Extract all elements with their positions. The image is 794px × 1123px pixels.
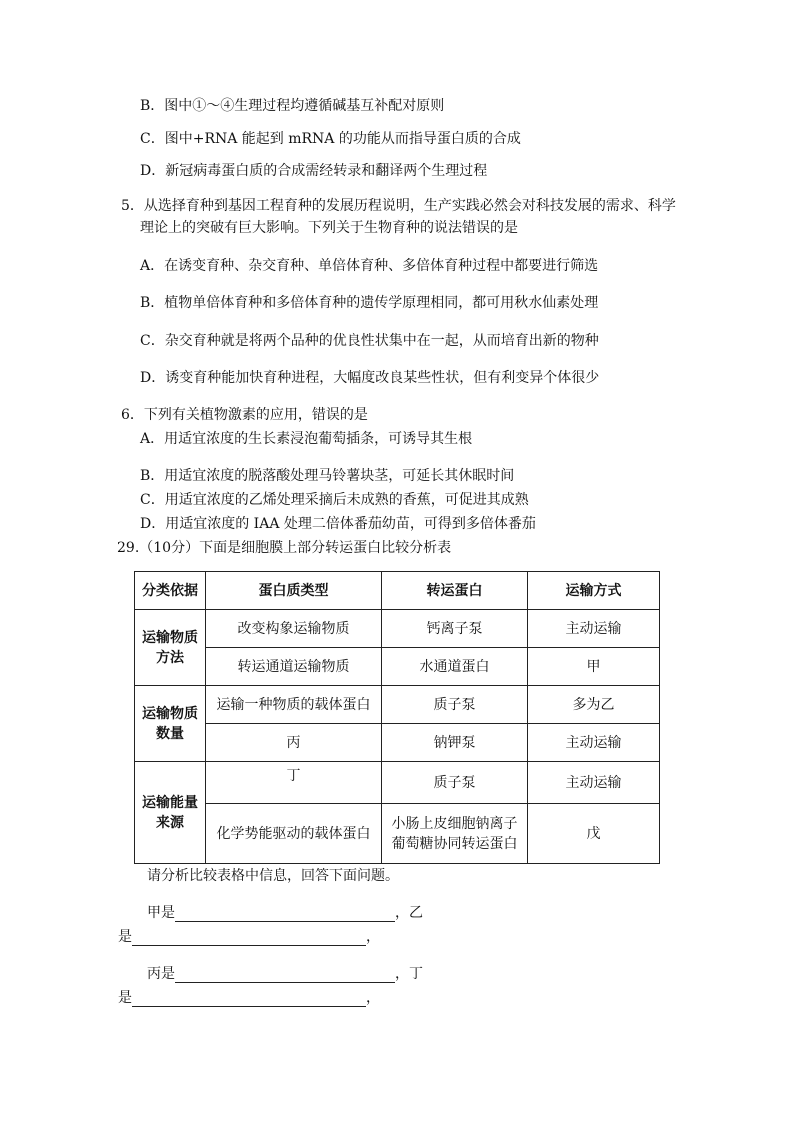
table-row (135, 648, 660, 686)
cell-transport-mode: 主动运输 (528, 610, 660, 648)
cell-transporter: 小肠上皮细胞钠离子葡萄糖协同转运蛋白 (382, 804, 528, 864)
header-category: 分类依据 (135, 572, 206, 610)
comma: ， (366, 990, 380, 1006)
q5-option-b: B．植物单倍体育种和多倍体育种的遗传学原理相同，都可用秋水仙素处理 (140, 295, 599, 311)
cell-protein-type: 转运通道运输物质 (206, 648, 382, 686)
header-transport-mode: 运输方式 (528, 572, 660, 610)
cell-transport-mode: 主动运输 (528, 762, 660, 804)
cell-transporter: 钙离子泵 (382, 610, 528, 648)
answer-line-ding-cont (118, 989, 380, 1007)
q6-stem: 6．下列有关植物激素的应用，错误的是 (121, 407, 368, 423)
table-row (135, 610, 660, 648)
group-transport-method: 运输物质方法 (135, 610, 206, 686)
comma: ， (366, 929, 380, 945)
header-transporter: 转运蛋白 (382, 572, 528, 610)
label-bing: 丙是 (147, 966, 175, 982)
q4-option-d: D．新冠病毒蛋白质的合成需经转录和翻译两个生理过程 (140, 163, 488, 179)
q5-option-c: C．杂交育种就是将两个品种的优良性状集中在一起，从而培育出新的物种 (140, 333, 599, 349)
cell-protein-type: 丙 (206, 724, 382, 762)
q5-stem-line1: 5．从选择育种到基因工程育种的发展历程说明，生产实践必然会对科技发展的需求、科学 (121, 198, 676, 214)
transport-protein-table (134, 571, 660, 864)
q5-option-a: A．在诱变育种、杂交育种、单倍体育种、多倍体育种过程中都要进行筛选 (140, 258, 599, 274)
cell-protein-type: 丁 (206, 762, 382, 804)
table-row (135, 804, 660, 864)
q6-option-b: B．用适宜浓度的脱落酸处理马铃薯块茎，可延长其休眠时间 (140, 468, 515, 484)
q6-option-d: D．用适宜浓度的 IAA 处理二倍体番茄幼苗，可得到多倍体番茄 (140, 516, 536, 532)
table-row (135, 762, 660, 804)
q5-stem-line2: 理论上的突破有巨大影响。下列关于生物育种的说法错误的是 (140, 220, 518, 236)
answer-blank-yi[interactable] (132, 931, 366, 946)
cell-protein-type: 化学势能驱动的载体蛋白 (206, 804, 382, 864)
q6-option-a: A．用适宜浓度的生长素浸泡葡萄插条，可诱导其生根 (140, 431, 473, 447)
q6-option-c: C．用适宜浓度的乙烯处理采摘后未成熟的香蕉，可促进其成熟 (140, 492, 529, 508)
label-jia: 甲是 (147, 905, 175, 921)
table-row (135, 686, 660, 724)
cell-transport-mode: 戊 (528, 804, 660, 864)
cell-protein-type: 改变构象运输物质 (206, 610, 382, 648)
q29-instruction: 请分析比较表格中信息，回答下面问题。 (147, 868, 399, 884)
label-shi: 是 (118, 990, 132, 1006)
table-header-row (135, 572, 660, 610)
cell-transporter: 质子泵 (382, 762, 528, 804)
cell-protein-type: 运输一种物质的载体蛋白 (206, 686, 382, 724)
q5-option-d: D．诱变育种能加快育种进程，大幅度改良某些性状，但有利变异个体很少 (140, 370, 600, 386)
q4-option-b: B．图中①～④生理过程均遵循碱基互补配对原则 (140, 98, 445, 114)
cell-transport-mode: 多为乙 (528, 686, 660, 724)
answer-line-yi-cont (118, 928, 380, 946)
answer-line-bing-ding (147, 965, 423, 983)
group-transport-quantity: 运输物质数量 (135, 686, 206, 762)
answer-line-jia-yi (147, 904, 423, 922)
cell-transport-mode: 主动运输 (528, 724, 660, 762)
header-protein-type: 蛋白质类型 (206, 572, 382, 610)
label-yi: ，乙 (395, 905, 423, 921)
cell-transporter: 质子泵 (382, 686, 528, 724)
cell-transporter: 钠钾泵 (382, 724, 528, 762)
q4-option-c: C．图中+RNA 能起到 mRNA 的功能从而指导蛋白质的合成 (140, 131, 521, 147)
answer-blank-bing[interactable] (175, 968, 395, 983)
label-shi: 是 (118, 929, 132, 945)
cell-transporter: 水通道蛋白 (382, 648, 528, 686)
label-ding: ，丁 (395, 966, 423, 982)
table-row (135, 724, 660, 762)
cell-transport-mode: 甲 (528, 648, 660, 686)
group-energy-source: 运输能量来源 (135, 762, 206, 864)
q29-title: 29.（10分）下面是细胞膜上部分转运蛋白比较分析表 (117, 540, 452, 556)
answer-blank-ding[interactable] (132, 992, 366, 1007)
answer-blank-jia[interactable] (175, 907, 395, 922)
